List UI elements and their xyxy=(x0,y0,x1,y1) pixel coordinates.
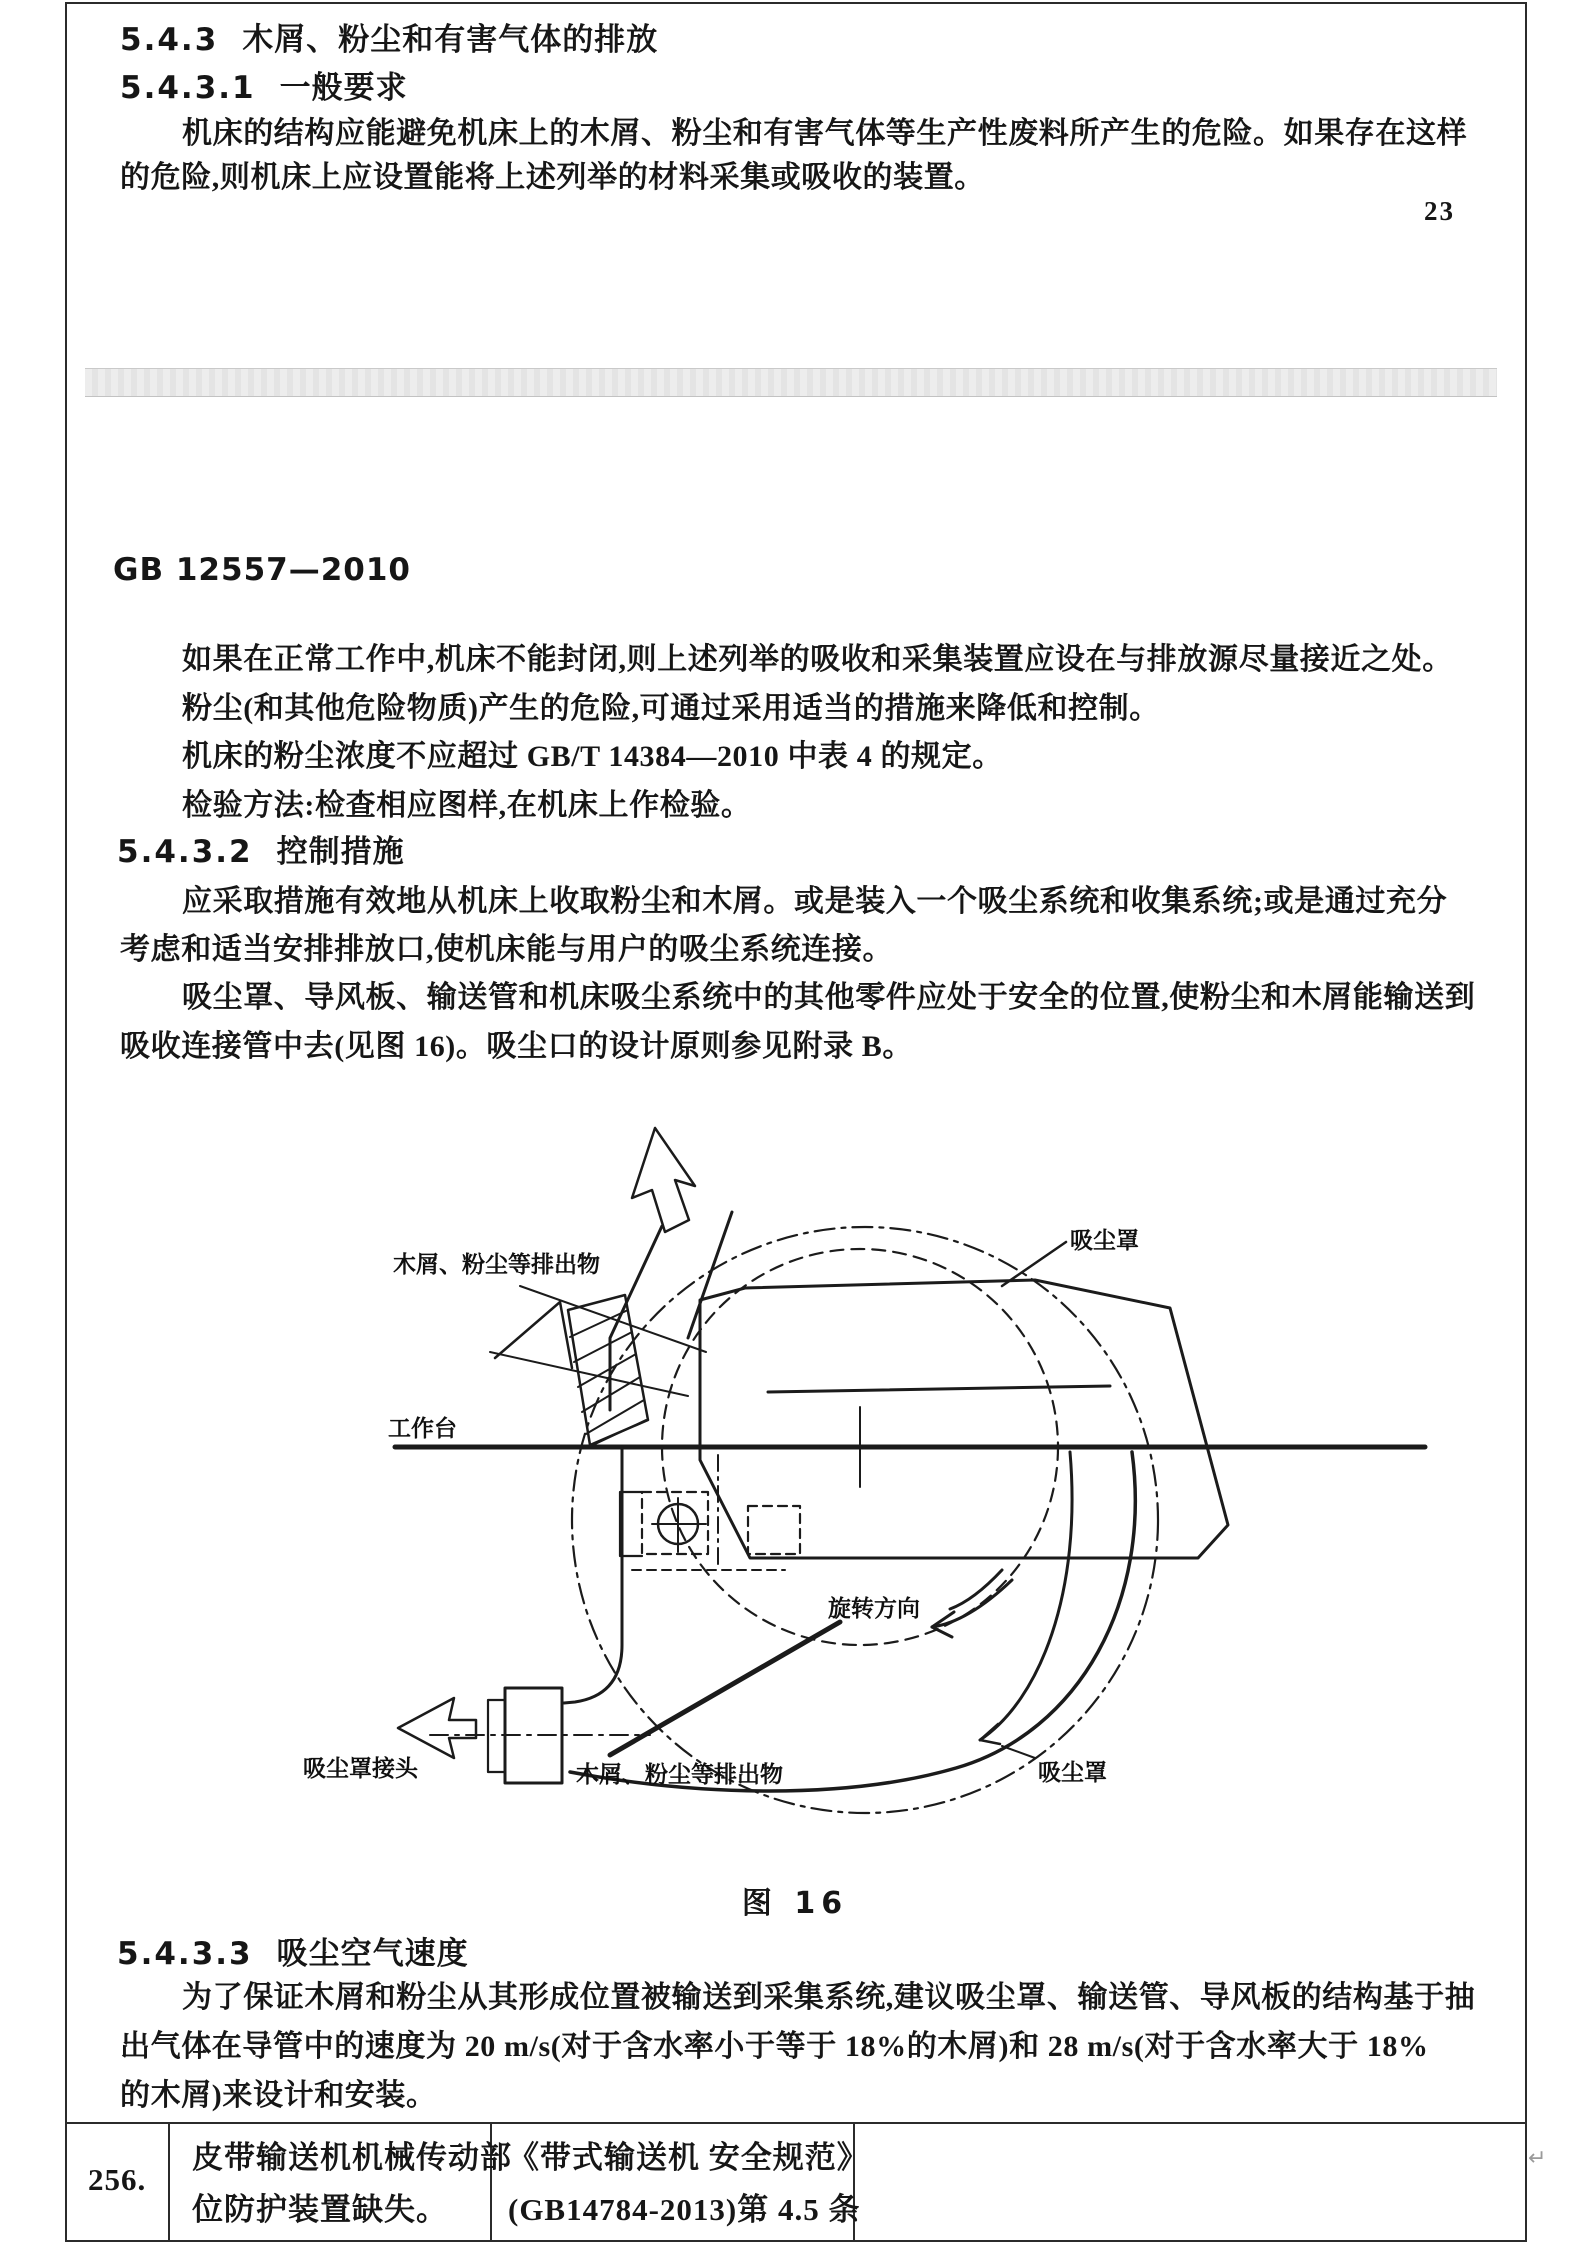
paragraph-line: 粉尘(和其他危险物质)产生的危险,可通过采用适当的措施来降低和控制。 xyxy=(182,692,1160,725)
section-title: 一般要求 xyxy=(279,70,408,106)
table-border xyxy=(65,2240,1527,2242)
section-heading-5433 xyxy=(117,1928,469,1973)
page-border-right xyxy=(1525,2,1527,2242)
paragraph-line: 出气体在导管中的速度为 20 m/s(对于含水率小于等于 18%的木屑)和 28 m/s(对于含水率大于 18% xyxy=(120,2030,1429,2063)
standard-code-header: GB 12557—2010 xyxy=(113,552,411,588)
leader-line-thick xyxy=(610,1622,840,1755)
section-heading-543 xyxy=(120,14,658,59)
paragraph-line: 的木屑)来设计和安装。 xyxy=(120,2079,437,2112)
label-rotation: 旋转方向 xyxy=(828,1596,920,1622)
paragraph-mark: ↵ xyxy=(1528,2146,1547,2171)
ejection-arrow-icon xyxy=(632,1128,695,1232)
label-hood-connector: 吸尘罩接头 xyxy=(303,1756,418,1782)
dust-extraction-diagram xyxy=(280,1100,1460,1845)
scan-separator-bar xyxy=(85,368,1497,397)
paragraph-line: 应采取措施有效地从机床上收取粉尘和木屑。或是装入一个吸尘系统和收集系统;或是通过充分 xyxy=(182,885,1448,918)
paragraph-line: 检验方法:检查相应图样,在机床上作检验。 xyxy=(182,789,752,822)
paragraph-line: 考虑和适当安排排放口,使机床能与用户的吸尘系统连接。 xyxy=(120,933,894,966)
workpiece-corner xyxy=(495,1302,572,1368)
upper-hood-inner-line xyxy=(768,1386,1110,1392)
section-number: 5.4.3.3 xyxy=(117,1936,253,1972)
section-number: 5.4.3.2 xyxy=(117,834,253,870)
arbor-housing xyxy=(748,1506,800,1554)
section-heading-5431 xyxy=(120,62,408,107)
table-cell-basis-line: 《带式输送机 安全规范》 xyxy=(508,2140,869,2175)
table-border xyxy=(168,2122,170,2242)
section-title: 控制措施 xyxy=(276,834,405,870)
figure-16 xyxy=(280,1100,1460,1845)
label-worktable: 工作台 xyxy=(388,1416,457,1442)
table-border xyxy=(65,2122,1527,2124)
paragraph-line: 为了保证木屑和粉尘从其形成位置被输送到采集系统,建议吸尘罩、输送管、导风板的结构基于抽 xyxy=(182,1981,1476,2014)
paragraph-line: 机床的结构应能避免机床上的木屑、粉尘和有害气体等生产性废料所产生的危险。如果存在这样 xyxy=(182,117,1468,150)
page-border-top xyxy=(65,2,1527,4)
figure-caption: 图 16 xyxy=(741,1886,849,1921)
section-title: 吸尘空气速度 xyxy=(276,1936,469,1972)
section-number: 5.4.3.1 xyxy=(120,70,256,106)
paragraph-line: 机床的粉尘浓度不应超过 GB/T 14384—2010 中表 4 的规定。 xyxy=(182,740,1003,773)
suction-arrow-icon xyxy=(398,1698,476,1758)
label-hood-bottom: 吸尘罩 xyxy=(1038,1760,1107,1786)
upper-hood-outline xyxy=(700,1280,1228,1558)
section-number: 5.4.3 xyxy=(120,22,219,58)
section-heading-5432 xyxy=(117,826,405,871)
arbor-cross xyxy=(652,1498,706,1552)
table-cell-defect-line: 位防护装置缺失。 xyxy=(192,2192,448,2227)
center-cross xyxy=(820,1407,900,1487)
table-cell-defect-line: 皮带输送机机械传动部 xyxy=(192,2140,512,2175)
paragraph-line: 如果在正常工作中,机床不能封闭,则上述列举的吸收和采集装置应设在与排放源尽量接近之处。 xyxy=(182,643,1453,676)
table-cell-basis-line: (GB14784-2013)第 4.5 条 xyxy=(508,2192,861,2227)
paragraph-line: 吸收连接管中去(见图 16)。吸尘口的设计原则参见附录 B。 xyxy=(120,1030,913,1063)
page-number: 23 xyxy=(1424,196,1455,226)
paragraph-line: 吸尘罩、导风板、输送管和机床吸尘系统中的其他零件应处于安全的位置,使粉尘和木屑能输送到 xyxy=(182,981,1476,1014)
label-hood-top: 吸尘罩 xyxy=(1070,1228,1139,1254)
machine-wall xyxy=(564,1447,622,1703)
leader-line xyxy=(1002,1746,1035,1758)
rotation-arrow xyxy=(950,1570,1002,1609)
label-chips-top: 木屑、粉尘等排出物 xyxy=(393,1252,600,1278)
paragraph-line: 的危险,则机床上应设置能将上述列举的材料采集或吸收的装置。 xyxy=(120,161,985,194)
section-title: 木屑、粉尘和有害气体的排放 xyxy=(242,22,659,58)
table-cell-index: 256. xyxy=(88,2162,147,2197)
label-chips-bottom: 木屑、粉尘等排出物 xyxy=(576,1762,783,1788)
leader-line xyxy=(490,1352,688,1396)
